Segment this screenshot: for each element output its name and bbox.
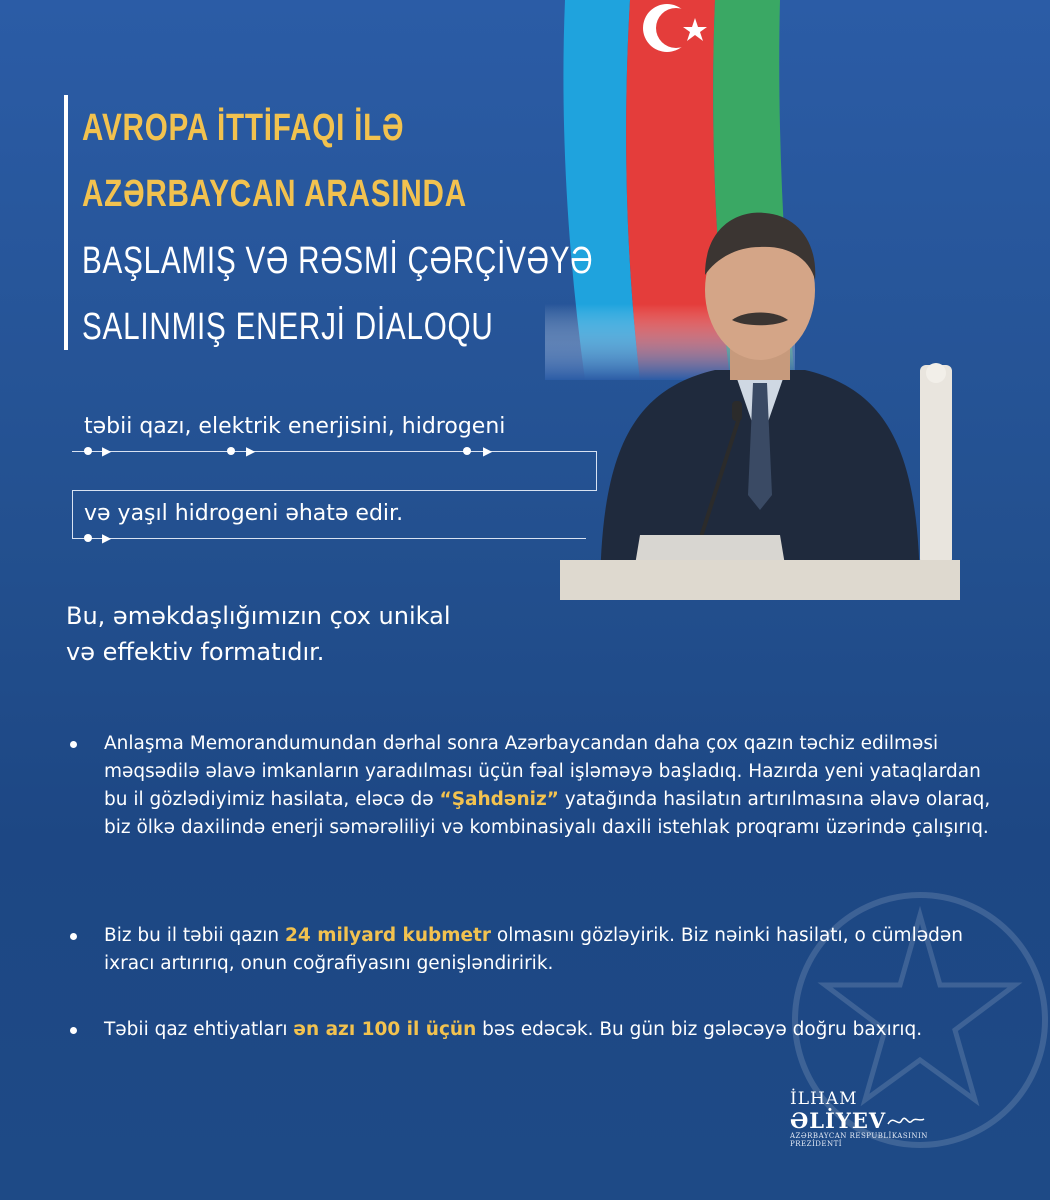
intro-line-1: Bu, əməkdaşlığımızın çox unikal bbox=[66, 602, 451, 630]
bullet-item-1: Anlaşma Memorandumundan dərhal sonra Azərbaycandan daha çox qazın təchiz edilməsi məqsədilə əlavə imkanların yaradılması üçün fəal işləməyə başladıq. Hazırda yeni yataqlardan bu il gözlədiyimiz hasilata, eləcə də “Şahdəniz” yatağında hasilatın artırılmasına əlavə olaraq, biz ölkə daxilində enerji səmərəliliyi və kombinasiyalı daxili istehlak proqramı üzərində çalışırıq. bbox=[104, 730, 1004, 842]
bullet-icon bbox=[70, 741, 77, 748]
arrow-icon: ▶ bbox=[246, 444, 256, 458]
highlight-100-years: ən azı 100 il üçün bbox=[293, 1019, 477, 1040]
tag-line-2: və yaşıl hidrogeni əhatə edir. bbox=[84, 501, 404, 526]
title-line-1: AVROPA İTTİFAQI İLƏ bbox=[82, 107, 405, 149]
intro-line-2: və effektiv formatıdır. bbox=[66, 638, 325, 666]
connector-dot bbox=[227, 447, 235, 455]
title-accent-bar bbox=[64, 95, 68, 350]
arrow-icon: ▶ bbox=[483, 444, 493, 458]
connector-dot bbox=[84, 534, 92, 542]
intro-text bbox=[66, 598, 586, 670]
highlight-24-billion: 24 milyard kubmetr bbox=[285, 925, 492, 946]
bullet-item-3: Təbii qaz ehtiyatları ən azı 100 il üçün bəs edəcək. Bu gün biz gələcəyə doğru baxırıq. bbox=[104, 1016, 1004, 1044]
signature-block bbox=[790, 1088, 970, 1158]
highlight-shahdeniz: “Şahdəniz” bbox=[439, 789, 559, 810]
signature-last-name: ƏLİYEV bbox=[790, 1108, 887, 1133]
connector-line-bottom bbox=[72, 538, 586, 539]
connector-line-left bbox=[72, 490, 73, 538]
arrow-icon: ▶ bbox=[102, 444, 112, 458]
president-photo bbox=[560, 205, 960, 600]
connector-dot bbox=[463, 447, 471, 455]
signature-subtitle: AZƏRBAYCAN RESPUBLİKASININ PREZİDENTİ bbox=[790, 1132, 928, 1148]
arrow-icon: ▶ bbox=[102, 531, 112, 545]
tag-line-1: təbii qazı, elektrik enerjisini, hidrogeni bbox=[84, 414, 506, 439]
connector-dot bbox=[84, 447, 92, 455]
connector-line-middle bbox=[72, 490, 597, 491]
signature-first-name: İLHAM bbox=[790, 1089, 858, 1109]
title-line-4: SALINMIŞ ENERJİ DİALOQU bbox=[82, 306, 494, 348]
title-line-2: AZƏRBAYCAN ARASINDA bbox=[82, 173, 467, 215]
bullet-icon bbox=[70, 1027, 77, 1034]
bullet-item-2: Biz bu il təbii qazın 24 milyard kubmetr olmasını gözləyirik. Biz nəinki hasilatı, o cümlədən ixracı artırırıq, onun coğrafiyasını genişləndiririk. bbox=[104, 922, 1004, 978]
bullet-icon bbox=[70, 933, 77, 940]
handwritten-signature-icon bbox=[886, 1112, 926, 1130]
title-line-3: BAŞLAMIŞ VƏ RƏSMİ ÇƏRÇİVƏYƏ bbox=[82, 240, 594, 282]
connector-line-right bbox=[596, 451, 597, 491]
connector-line-top bbox=[72, 451, 596, 452]
